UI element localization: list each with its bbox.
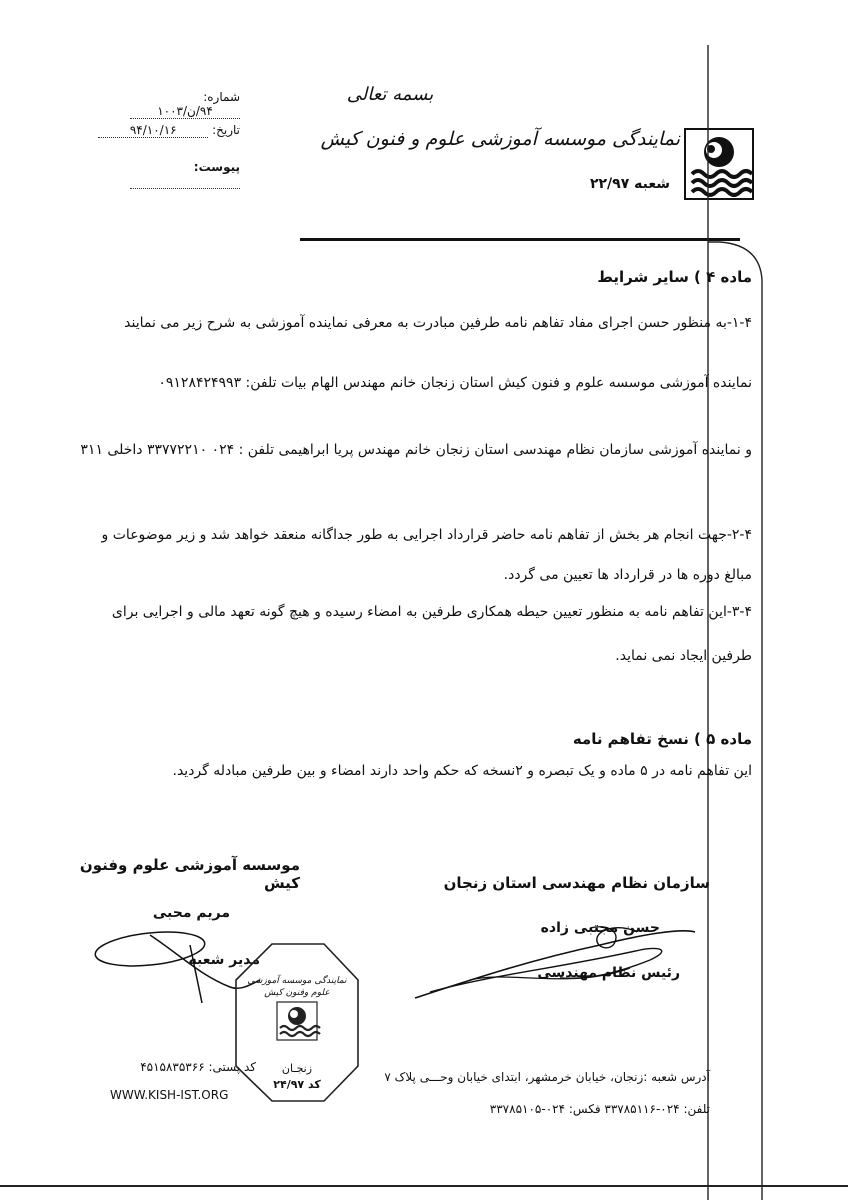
branch-address: آدرس شعبه :زنجان، خیابان خرمشهر، ابتدای خیابان وحـــی پلاک ۷	[384, 1070, 710, 1084]
stamp-city: زنجـان	[281, 1062, 313, 1075]
article-5-heading: ماده ۵ ) نسخ تفاهم نامه	[572, 730, 752, 748]
postal-code: کد پستی: ۴۵۱۵۸۳۵۳۶۶	[140, 1060, 256, 1074]
letter-date-value: ۹۴/۱۰/۱۶	[98, 123, 208, 138]
article-5-clause: این تفاهم نامه در ۵ ماده و یک تبصره و ۲نسخه که حکم واحد دارند امضاء و بین طرفین مبادله گردید.	[172, 763, 752, 779]
kish-org-signature-title: موسسه آموزشی علوم وفنون کیش	[79, 856, 300, 892]
nezam-handwritten-signature	[410, 920, 700, 1010]
article-4-rep-nezam: و نماینده آموزشی سازمان نظام مهندسی استان زنجان خانم مهندس پریا ابراهیمی تلفن : ۰۲۴ ۳۳۷۷۲۲۱۰ داخلی ۳۱۱	[80, 442, 752, 458]
website-link[interactable]: WWW.KISH-IST.ORG	[110, 1088, 229, 1102]
letter-number-label: شماره:	[203, 90, 240, 104]
basmala: بسمه تعالی	[346, 84, 434, 105]
letter-number-value: ۹۴/ن/۱۰۰۳	[130, 104, 240, 119]
letter-date-label: تاریخ:	[212, 123, 240, 137]
nezam-signer-name: حسن مجتبی زاده	[540, 920, 660, 936]
nezam-signer-title: رئیس نظام مهندسی	[537, 965, 680, 981]
article-4-rep-kish: نماینده آموزشی موسسه علوم و فنون کیش استان زنجان خانم مهندس الهام بیات تلفن: ۰۹۱۲۸۴۲۴۹۹۳	[158, 375, 752, 391]
organization-title: نمایندگی موسسه آموزشی علوم و فنون کیش	[320, 128, 680, 150]
letter-attachment-label: پیوست:	[193, 160, 240, 174]
kish-signer-name: مریم محبی	[152, 905, 230, 921]
stamp-ring-text: نمایندگی موسسه آموزشی علوم وفنون کیش	[247, 976, 347, 998]
branch-code: شعبه ۲۲/۹۷	[589, 176, 670, 192]
kish-signer-title: مدیر شعبه	[188, 952, 260, 968]
article-4-clause-3: ۳-۴-این تفاهم نامه به منظور تعیین حیطه همکاری طرفین به امضاء رسیده و هیچ گونه تعهد مالی و اجرایی برای طرفین ایجاد نمی نماید.	[111, 604, 752, 664]
branch-phones: تلفن: ۰۲۴-۳۳۷۸۵۱۱۶ فکس: ۰۲۴-۳۳۷۸۵۱۰۵	[489, 1102, 710, 1116]
article-4-clause-2: ۲-۴-جهت انجام هر بخش از تفاهم نامه حاضر قرارداد اجرایی به طور جداگانه منعقد خواهد شد و زیر موضوعات و مبالغ دوره ها در قرارداد ها تعیین می گردد.	[101, 527, 752, 583]
article-4-heading: ماده ۴ ) سایر شرایط	[597, 268, 752, 286]
stamp-code: کد ۲۴/۹۷	[273, 1078, 321, 1091]
article-4-clause-1: ۱-۴-به منظور حسن اجرای مفاد تفاهم نامه طرفین مبادرت به معرفی نماینده آموزشی به شرح زیر می نمایند	[124, 315, 752, 331]
nezam-org-signature-title: سازمان نظام مهندسی استان زنجان	[443, 874, 710, 892]
